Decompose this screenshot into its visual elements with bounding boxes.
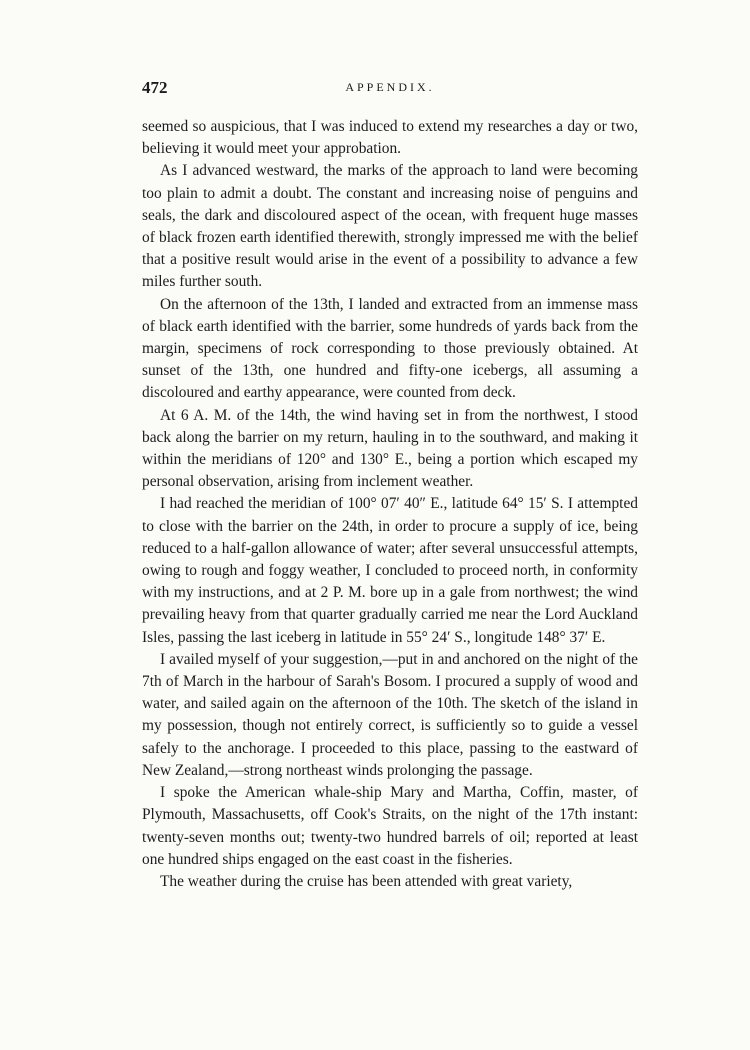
body-text [142,116,638,893]
running-head: APPENDIX. [345,80,435,94]
page-number: 472 [142,78,168,97]
page-header [142,78,638,102]
paragraph: I availed myself of your suggestion,—put in and anchored on the night of the 7th of March in the harbour of Sarah's Bosom. I procured a supply of wood and water, and sailed again on the afternoon of the 10th. The sketch of the island in my possession, though not entirely correct, is sufficiently so to guide a vessel safely to the anchorage. I proceeded to this place, passing to the eastward of New Zealand,—strong northeast winds prolonging the passage. [142,650,638,779]
paragraph: As I advanced westward, the marks of the approach to land were becoming too plain to admit a doubt. The constant and increasing noise of penguins and seals, the dark and discoloured aspect of the ocean, with frequent huge masses of black frozen earth identified therewith, strongly impressed me with the belief that a positive result would arise in the event of a possibility to advance a few miles further south. [142,162,638,291]
paragraph: At 6 A. M. of the 14th, the wind having set in from the northwest, I stood back along the barrier on my return, hauling in to the southward, and making it within the meridians of 120° and 130° E., being a portion which escaped my personal observation, arising from inclement weather. [142,406,638,491]
paragraph: The weather during the cruise has been attended with great variety, [160,872,573,890]
paragraph: I spoke the American whale-ship Mary and Martha, Coffin, master, of Plymouth, Massachusetts, off Cook's Straits, on the night of the 17th instant: twenty-seven months out; twenty-two hundred barrels of oil; reported at least one hundred ships engaged on the east coast in the fisheries. [142,784,638,868]
paragraph: seemed so auspicious, that I was induced to extend my researches a day or two, believing it would meet your approbation. [142,118,638,158]
paragraph: On the afternoon of the 13th, I landed and extracted from an immense mass of black earth identified with the barrier, some hundreds of yards back from the margin, specimens of rock corresponding to those previously obtained. At sunset of the 13th, one hundred and fifty-one icebergs, all assuming a discoloured and earthy appearance, were counted from deck. [142,295,638,402]
paragraph: I had reached the meridian of 100° 07′ 40″ E., latitude 64° 15′ S. I attempted to close with the barrier on the 24th, in order to procure a supply of ice, being reduced to a half-gallon allowance of water; after several unsuccessful attempts, owing to rough and foggy weather, I concluded to proceed north, in conformity with my instructions, and at 2 P. M. bore up in a gale from northwest; the wind prevailing heavy from that quarter gradually carried me near the Lord Auckland Isles, passing the last iceberg in latitude in 55° 24′ S., longitude 148° 37′ E. [142,495,638,646]
